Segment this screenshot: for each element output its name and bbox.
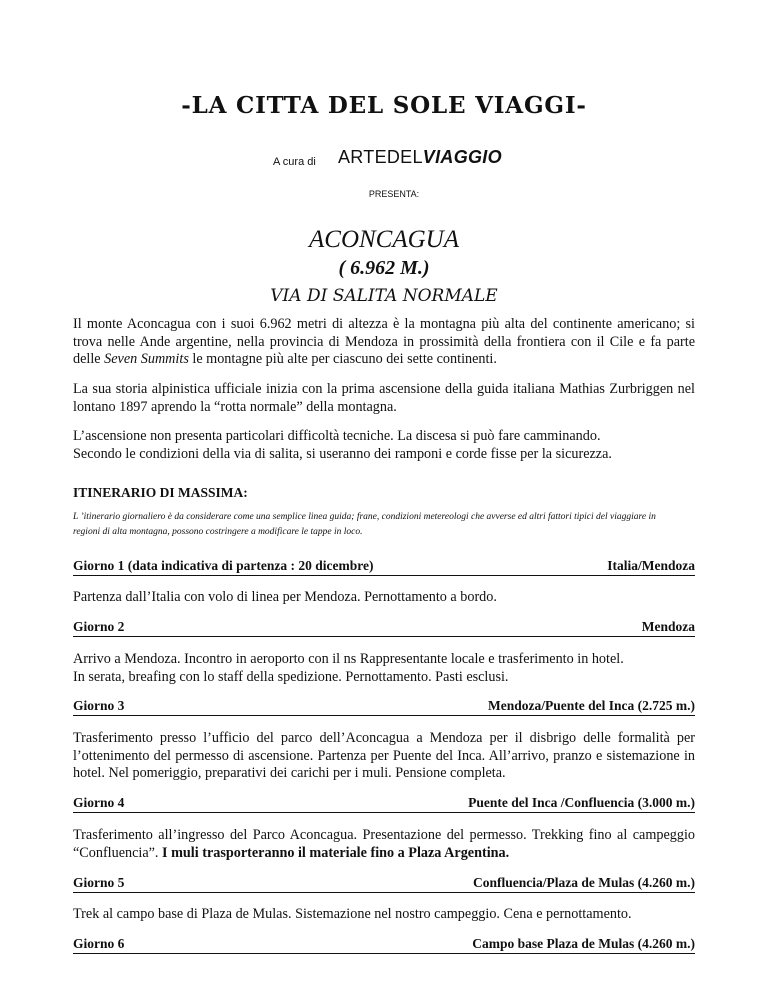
day-label: Giorno 1 (data indicativa di partenza : 20 dicembre) [73,558,374,573]
day-4-description: Trasferimento all’ingresso del Parco Aconcagua. Presentazione del permesso. Trekking fino al campeggio “Confluencia”. I muli trasporteranno il materiale fino a Plaza Argentina. [73,827,695,861]
day-place: Puente del Inca /Confluencia (3.000 m.) [468,795,695,810]
itinerary-disclaimer: L ’itinerario giornaliero è da considerare come una semplice linea guida; frane, condizioni metereologi che avverse ed altri fattori tipici del viaggiare in regioni di alta montagna, possono costringere a modificare le tappe in loco. [73,512,656,537]
day-label: Giorno 5 [73,875,125,890]
day-place: Mendoza [641,619,695,634]
day-label: Giorno 6 [73,936,125,951]
day-place: Campo base Plaza de Mulas (4.260 m.) [472,936,695,951]
day-label: Giorno 3 [73,698,125,713]
day-4-header [73,794,695,813]
day-3-header [73,697,695,716]
day-1-description: Partenza dall’Italia con volo di linea per Mendoza. Pernottamento a bordo. [73,589,497,605]
itinerary-heading: ITINERARIO DI MASSIMA: [73,485,248,500]
day-5-header [73,874,695,893]
day-2-description: Arrivo a Mendoza. Incontro in aeroporto con il ns Rappresentante locale e trasferimento in hotel. In serata, breafing con lo staff della spedizione. Pernottamento. Pasti esclusi. [73,651,624,685]
day-label: Giorno 2 [73,619,125,634]
day-place: Italia/Mendoza [607,558,695,573]
day-place: Confluencia/Plaza de Mulas (4.260 m.) [473,875,695,890]
curated-by-label: A cura di [273,156,316,168]
day-5-description: Trek al campo base di Plaza de Mulas. Sistemazione nel nostro campeggio. Cena e pernottamento. [73,906,632,922]
day-1-header [73,557,695,576]
intro-paragraph-2: La sua storia alpinistica ufficiale inizia con la prima ascensione della guida italiana Mathias Zurbriggen nel lontano 1897 aprendo la “rotta normale” della montagna. [73,381,695,415]
day-3-description: Trasferimento presso l’ufficio del parco dell’Aconcagua a Mendoza per il disbrigo delle formalità per l’ottenimento del permesso di ascensione. Partenza per Puente del Inca. All’arrivo, pranzo e sistemazione in hotel. Nel pomeriggio, preparativi dei carichi per i muli. Pensione completa. [73,730,695,781]
intro-paragraph-3: L’ascensione non presenta particolari difficoltà tecniche. La discesa si può fare camminando. Secondo le condizioni della via di salita, si useranno dei ramponi e corde fisse per la sicurezza. [73,428,612,462]
logo-light-text: ARTEDEL [338,147,423,167]
intro-paragraph-1: Il monte Aconcagua con i suoi 6.962 metri di altezza è la montagna più alta del continente americano; si trova nelle Ande argentine, nella provincia di Mendoza in prossimità della frontiera con il Cile e fa parte delle Seven Summits le montagne più alte per ciascuno dei sette continenti. [73,316,695,367]
day-2-header [73,618,695,637]
day-place: Mendoza/Puente del Inca (2.725 m.) [488,698,695,713]
presents-label: PRESENTA: [368,189,420,199]
agency-title: -LA CITTA DEL SOLE VIAGGI- [181,92,587,119]
logo-bold-text: VIAGGIO [422,147,502,167]
mountain-altitude: ( 6.962 M.) [338,257,430,279]
day-6-header [73,935,695,954]
mountain-title: ACONCAGUA [309,226,459,253]
route-title: VIA DI SALITA NORMALE [270,286,498,306]
day-label: Giorno 4 [73,795,125,810]
arte-del-viaggio-logo [338,147,502,168]
